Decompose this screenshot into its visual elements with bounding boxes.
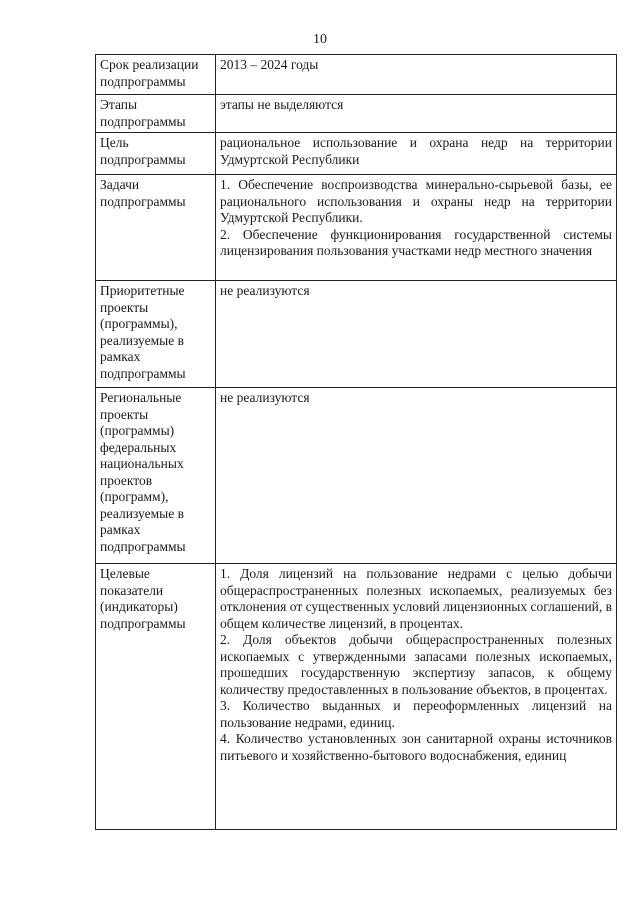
- value-paragraph: 4. Количество установленных зон санитарной охраны источников питьевого и хозяйственно-бытового водоснабжения, единиц: [220, 731, 612, 763]
- row-value: [216, 55, 617, 95]
- page-number: 10: [313, 32, 327, 47]
- row-value: [216, 281, 617, 388]
- row-value: [216, 388, 617, 564]
- table-row-target-indicators: [96, 564, 617, 830]
- row-value: [216, 133, 617, 175]
- value-paragraph: 2. Обеспечение функционирования государственной системы лицензирования пользования участками недр местного значения: [220, 226, 612, 258]
- subprogram-passport-table: [95, 54, 617, 830]
- value-paragraph: 2. Доля объектов добычи общераспространенных полезных ископаемых с утвержденными запасами полезных ископаемых, прошедших государственную экспертизу запасов, к общему количеству предоставленных в пользование объектов, в процентах.: [220, 632, 612, 697]
- table-row-regional-projects: [96, 388, 617, 564]
- value-paragraph: не реализуются: [220, 283, 310, 298]
- row-label: Срок реализации подпрограммы: [96, 55, 216, 95]
- row-label: Цель подпрограммы: [96, 133, 216, 175]
- row-label: Приоритетные проекты (программы), реализуемые в рамках подпрограммы: [96, 281, 216, 388]
- table-row-goal: [96, 133, 617, 175]
- table-row-tasks: [96, 175, 617, 281]
- value-paragraph: этапы не выделяются: [220, 97, 344, 112]
- value-paragraph: 3. Количество выданных и переоформленных лицензий на пользование недрами, единиц.: [220, 698, 612, 730]
- table-row-priority-projects: [96, 281, 617, 388]
- table-row-term: [96, 55, 617, 95]
- table-row-stages: [96, 95, 617, 133]
- value-paragraph: рациональное использование и охрана недр на территории Удмуртской Республики: [220, 135, 612, 167]
- row-label: Целевые показатели (индикаторы) подпрограммы: [96, 564, 216, 830]
- value-paragraph: не реализуются: [220, 390, 310, 405]
- row-label: Региональные проекты (программы) федеральных национальных проектов (программ), реализуемые в рамках подпрограммы: [96, 388, 216, 564]
- row-value: [216, 175, 617, 281]
- row-label: Задачи подпрограммы: [96, 175, 216, 281]
- value-paragraph: 2013 – 2024 годы: [220, 57, 319, 72]
- value-paragraph: 1. Обеспечение воспроизводства минерально-сырьевой базы, ее рационального использования и охраны недр на территории Удмуртской Республики.: [220, 177, 612, 225]
- row-label: Этапы подпрограммы: [96, 95, 216, 133]
- row-value: [216, 95, 617, 133]
- row-value: [216, 564, 617, 830]
- value-paragraph: 1. Доля лицензий на пользование недрами с целью добычи общераспространенных полезных ископаемых, реализуемых без отклонения от существенных условий лицензионных соглашений, в общем количестве лицензий, в процентах.: [220, 566, 613, 631]
